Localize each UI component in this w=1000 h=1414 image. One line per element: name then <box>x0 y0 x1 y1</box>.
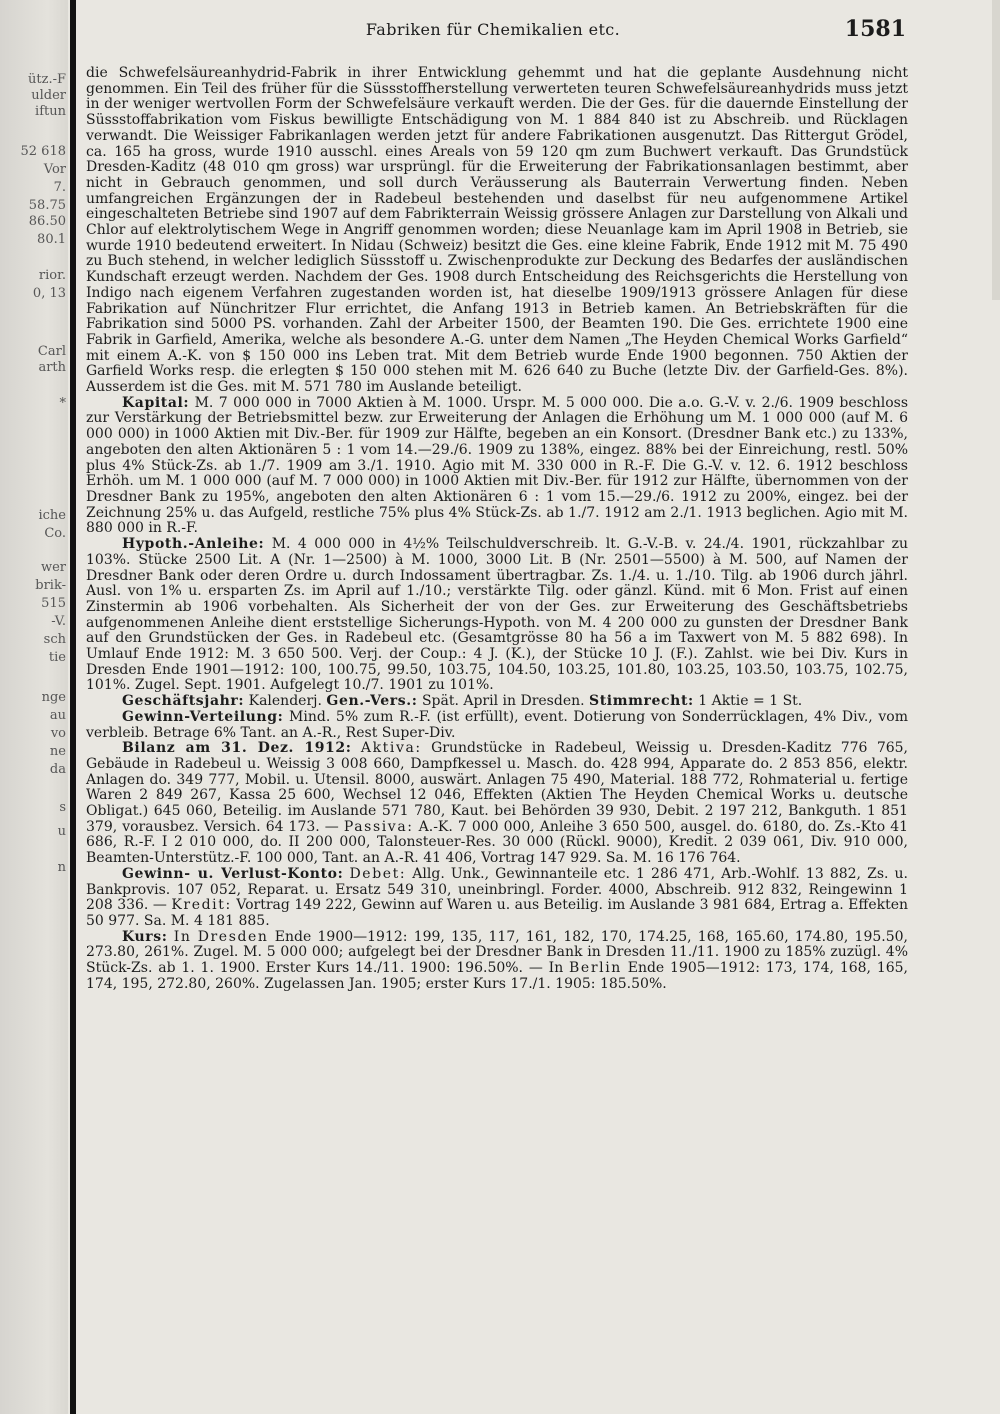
margin-fragment: Co. <box>44 526 66 541</box>
anleihe-label: Hypoth.-Anleihe: <box>122 536 265 553</box>
margin-fragment: nge <box>41 690 66 705</box>
stimmrecht-text: 1 Aktie = 1 St. <box>698 693 803 710</box>
margin-fragment: sch <box>43 632 66 647</box>
passiva-text: A.-K. 7 000 000, Anleihe 3 650 500, ausgel. do. 6180, do. Zs.-Kto 41 686, R.-F. I 2 010 000, do. II 200 000, Talonsteuer-Res. 30 000 (Rückl. 9000), Kredit. 2 039 061, Div. 910 000, Beamten-Unterstütz.-F. 100 000, Tant. an A.-R. 41 406, Vortrag 147 929. Sa. M. 16 176 764. <box>86 818 909 867</box>
margin-fragment: ulder <box>31 88 66 103</box>
margin-fragment: au <box>49 708 66 723</box>
margin-fragment: u <box>57 824 66 839</box>
margin-fragment: 86.50 <box>28 214 66 229</box>
gewinn-verteilung-text: Mind. 5% zum R.-F. (ist erfüllt), event. Dotierung von Sonderrücklagen, 4% Div., vom verbleib. Betrage 6% Tant. an A.-R., Rest Super-Div. <box>86 708 908 741</box>
margin-fragment: 7. <box>53 180 66 195</box>
margin-fragment: n <box>57 860 66 875</box>
kurs-text-1: In <box>173 928 192 945</box>
gj-label: Geschäftsjahr: <box>122 693 245 710</box>
kurs-label: Kurs: <box>122 928 168 945</box>
margin-fragment: brik- <box>35 578 66 593</box>
margin-fragment: iftun <box>35 104 66 119</box>
margin-fragment: Carl <box>37 344 66 359</box>
passiva-label: Passiva: <box>343 818 414 835</box>
gewinn-verlust-section <box>86 867 908 930</box>
main-text-column <box>86 66 908 992</box>
margin-fragment: ütz.-F <box>28 72 66 87</box>
margin-fragment: wer <box>40 560 66 575</box>
kurs-city-dresden: Dresden <box>197 928 269 945</box>
bilanz-label: Bilanz am 31. Dez. 1912: <box>122 740 352 757</box>
gv-label: Gen.-Vers.: <box>326 693 418 710</box>
margin-fragment: 52 618 <box>20 144 66 159</box>
margin-fragment: ne <box>49 744 66 759</box>
kapital-text: M. 7 000 000 in 7000 Aktien à M. 1000. Urspr. M. 5 000 000. Die a.o. G.-V. v. 2./6. 1909 beschloss zur Verstärkung der Betriebsmittel bezw. zur Erweiterung der Anlagen die Erhöhung um M. 1 000 000 (auf M. 6 000 000) in 1000 Aktien mit Div.-Ber. für 1909 zur Hälfte, begeben an ein Konsort. (Dresdner Bank etc.) zu 133%, angeboten den alten Aktionären 5 : 1 vom 14.—29./6. 1909 zu 138%, eingez. 88% bei der Einreichung, restl. 50% plus 4% Stück-Zs. ab 1./7. 1909 am 3./1. 1910. Agio mit M. 330 000 in R.-F. Die G.-V. v. 12. 6. 1912 beschloss Erhöh. um M. 1 000 000 (auf M. 7 000 000) in 1000 Aktien mit Div.-Ber. für 1912 zur Hälfte, übernommen von der Dresdner Bank zu 195%, angeboten den alten Aktionären 6 : 1 vom 15.—29./6. 1912 zu 200%, eingez. bei der Zeichnung 25% u. das Aufgeld, restliche 75% plus 4% Stück-Zs. ab 1./7. 1912 am 2./1. 1913 beglichen. Agio mit M. 880 000 in R.-F. <box>86 394 909 537</box>
debet-label: Debet: <box>349 865 407 882</box>
margin-fragment: 515 <box>41 596 66 611</box>
kurs-section <box>86 930 908 993</box>
intro-paragraph: die Schwefelsäureanhydrid-Fabrik in ihrer Entwicklung gehemmt und hat die geplante Ausdehnung nicht genommen. Ein Teil des früher für die Süssstoffherstellung verwerteten teuren Schwefelsäureanhydrids muss jetzt in der weniger wertvollen Form der Schwefelsäure verkauft werden. Die der Ges. für die dauernde Einstellung der Süssstoffabrikation vom Fiskus bewilligte Entschädigung von M. 1 884 840 ist zu Abschreib. und Rücklagen verwandt. Die Weissiger Fabrikanlagen werden jetzt für andere Fabrikationen ausgenutzt. Das Rittergut Grödel, ca. 165 ha gross, wurde 1910 ausschl. eines Areals von 59 120 qm zum Buchwert verkauft. Das Grundstück Dresden-Kaditz (48 010 qm gross) war ursprüngl. für die Erweiterung der Fabrikationsanlagen bestimmt, aber nicht in Gebrauch genommen, und soll durch Veräusserung als Bauterrain Verwertung finden. Neben umfangreichen Ergänzungen der in Radebeul bestehenden und daselbst für neu aufgenommene Artikel eingeschalteten Betriebe sind 1907 auf dem Fabrikterrain Weissig grössere Anlagen zur Darstellung von Alkali und Chlor auf elektrolytischem Wege in Angriff genommen worden; diese Neuanlage kam im April 1908 in Betrieb, sie wurde 1910 bedeutend erweitert. In Nidau (Schweiz) besitzt die Ges. eine kleine Fabrik, Ende 1912 mit M. 75 490 zu Buch stehend, in welcher lediglich Süssstoff u. Zwischenprodukte zur Deckung des Bedarfes der ausländischen Kundschaft erzeugt werden. Nachdem der Ges. 1908 durch Entscheidung des Reichsgerichts die Herstellung von Indigo nach eigenem Verfahren zugestanden worden ist, hat dieselbe 1909/1913 grössere Anlagen für diese Fabrikation auf Nünchritzer Flur errichtet, die Anfang 1913 in Betrieb kamen. An Betriebskräften für die Fabrikation sind 5000 PS. vorhanden. Zahl der Arbeiter 1500, der Beamten 190. Die Ges. errichtete 1900 eine Fabrik in Garfield, Amerika, welche als besondere A.-G. unter dem Namen „The Heyden Chemical Works Garfield“ mit einem A.-K. von $ 150 000 ins Leben trat. Mit dem Betrieb wurde Ende 1900 begonnen. 750 Aktien der Garfield Works resp. die erlegten $ 150 000 stehen mit M. 626 640 zu Buche (letzte Div. der Garfield-Ges. 8%). Ausserdem ist die Ges. mit M. 571 780 im Auslande beteiligt. <box>86 65 909 396</box>
kapital-section <box>86 396 908 537</box>
binding-edge <box>70 0 76 1414</box>
kurs-text-2: Ende 1900—1912: 199, 135, 117, 161, 182, 170, 174.25, 168, 165.60, 174.80, 195.50, 273.80, 261%. Zugel. M. 5 000 000; aufgelegt bei der Dresdner Bank in Dresden 11./11. 1900 zu 185% zuzügl. 4% Stück-Zs. ab 1. 1. 1900. Erster Kurs 14./11. 1900: 196.50%. — In <box>86 928 908 977</box>
bilanz-section <box>86 741 908 867</box>
kredit-label: Kredit: <box>171 897 232 914</box>
guv-label: Gewinn- u. Verlust-Konto: <box>122 865 344 882</box>
margin-fragment: -V. <box>51 614 66 629</box>
debet-text: Allg. Unk., Gewinnanteile etc. 1 286 471, Arb.-Wohlf. 13 882, Zs. u. Bankprovis. 107 052, Reparat. u. Ersatz 549 310, uneinbringl. Forder. 4000, Abschreib. 912 832, Reingewinn 1 208 336. — <box>86 865 909 914</box>
page-number: 1581 <box>844 16 906 42</box>
anleihe-section <box>86 537 908 694</box>
kapital-label: Kapital: <box>122 394 190 411</box>
margin-fragment: da <box>49 762 66 777</box>
margin-fragment: * <box>59 396 66 411</box>
margin-fragment: s <box>59 800 66 815</box>
previous-page-spine <box>0 0 68 1414</box>
geschaeftsjahr-line <box>86 694 908 710</box>
gewinn-verteilung-label: Gewinn-Verteilung: <box>122 708 284 725</box>
kurs-text-3: Ende 1905—1912: 173, 174, 168, 165, 174, 195, 272.80, 260%. Zugelassen Jan. 1905; erster Kurs 17./1. 1905: 185.50%. <box>86 960 908 992</box>
gewinn-verteilung-section <box>86 710 908 741</box>
gv-text: Spät. April in Dresden. <box>421 693 585 710</box>
aktiva-label: Aktiva: <box>360 740 422 757</box>
stimmrecht-label: Stimmrecht: <box>589 693 694 710</box>
margin-fragment: tie <box>48 650 66 665</box>
margin-fragment: 58.75 <box>28 198 66 213</box>
gj-text: Kalenderj. <box>248 693 322 710</box>
margin-fragment: arth <box>38 360 66 375</box>
margin-fragment: 0, 13 <box>32 286 66 301</box>
aktiva-text: Grundstücke in Radebeul, Weissig u. Dresden-Kaditz 776 765, Gebäude in Radebeul u. Weissig 3 008 660, Dampfkessel u. Masch. do. 428 994, Apparate do. 2 853 856, elektr. Anlagen do. 349 777, Mobil. u. Utensil. 8000, auswärt. Anlagen 75 490, Material. 188 772, Rohmaterial u. fertige Waren 2 849 267, Kassa 25 600, Wechsel 12 046, Effekten (Aktien The Heyden Chemical Works u. deutsche Obligat.) 645 060, Beteilig. im Auslande 571 780, Kaut. bei Behörden 39 930, Debit. 2 197 212, Bankguth. 1 851 379, vorausbez. Versich. 64 173. — <box>86 740 908 835</box>
margin-fragment: vo <box>50 726 66 741</box>
margin-fragment: 80.1 <box>37 232 66 247</box>
kurs-city-berlin: Berlin <box>569 960 622 977</box>
margin-fragment: Vor <box>43 162 66 177</box>
running-header: Fabriken für Chemikalien etc. <box>365 20 621 39</box>
margin-fragment: iche <box>38 508 66 523</box>
page-edge-shadow <box>992 0 1000 300</box>
kredit-text: Vortrag 149 222, Gewinn auf Waren u. aus Beteilig. im Auslande 3 981 684, Ertrag a. Effekten 50 977. Sa. M. 4 181 885. <box>86 897 909 929</box>
margin-fragment: rior. <box>38 268 66 283</box>
anleihe-text: M. 4 000 000 in 4½% Teilschuldverschreib. lt. G.-V.-B. v. 24./4. 1901, rückzahlbar zu 103%. Stücke 2500 Lit. A (Nr. 1—2500) à M. 1000, 3000 Lit. B (Nr. 2501—5500) à M. 500, auf Namen der Dresdner Bank oder deren Ordre u. durch Indossament übertragbar. Zs. 1./4. u. 1./10. Tilg. ab 1906 durch jährl. Ausl. von 1% u. ersparten Zs. im April auf 1./10.; verstärkte Tilg. oder gänzl. Künd. mit 6 Mon. Frist auf einen Zinstermin ab 1906 vorbehalten. Als Sicherheit der von der Ges. zur Erweiterung des Geschäftsbetriebs aufgenommenen Anleihe dient erststellige Sicherungs-Hypoth. von M. 4 200 000 zu gunsten der Dresdner Bank auf den Grundstücken der Ges. in Radebeul etc. (Gesamtgrösse 80 ha 56 a im Taxwert von M. 5 882 698). In Umlauf Ende 1912: M. 3 650 500. Verj. der Coup.: 4 J. (K.), der Stücke 10 J. (F.). Zahlst. wie bei Div. Kurs in Dresden Ende 1901—1912: 100, 100.75, 99.50, 103.75, 104.50, 103.25, 101.80, 103.25, 103.50, 103.75, 102.75, 101%. Zugel. Sept. 1901. Aufgelegt 10./7. 1901 zu 101%. <box>86 536 908 694</box>
